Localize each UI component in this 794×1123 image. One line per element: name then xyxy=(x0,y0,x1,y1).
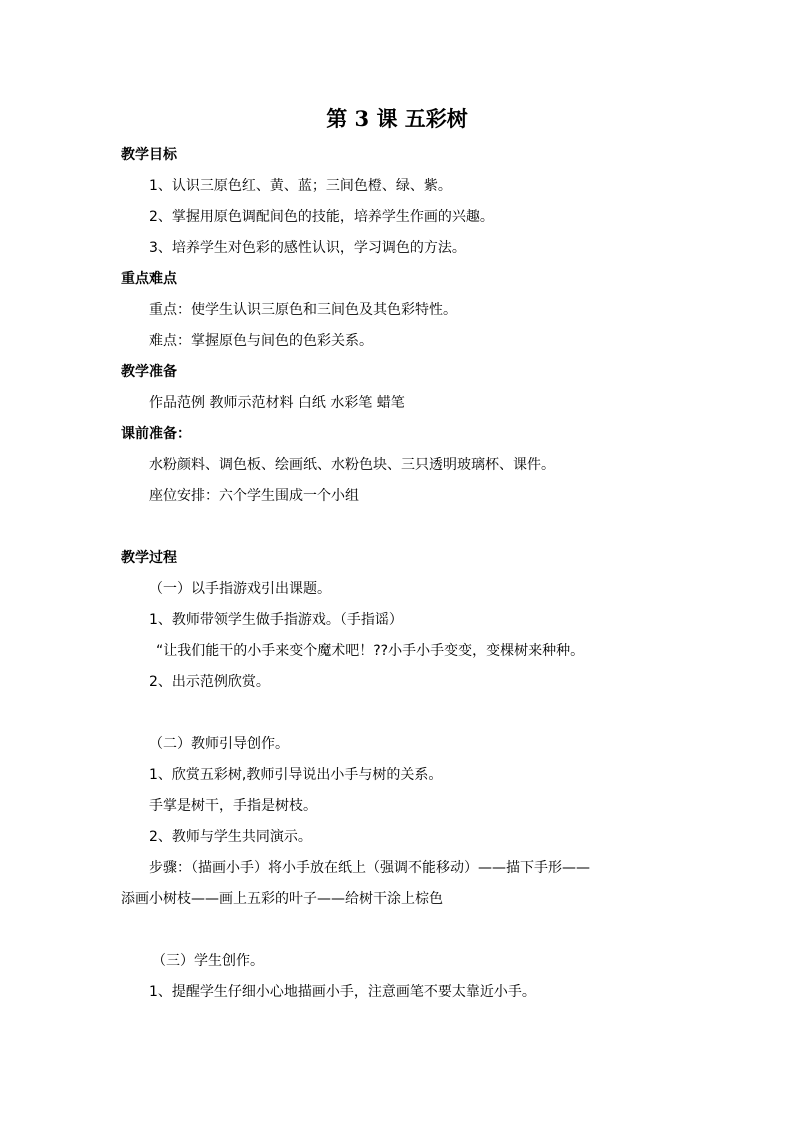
process-heading: 教学过程 xyxy=(121,550,177,566)
objective-item: 3、培养学生对色彩的感性认识，学习调色的方法。 xyxy=(149,240,466,256)
process-part2-item: 1、欣赏五彩树,教师引导说出小手与树的关系。 xyxy=(149,767,443,783)
process-part2-title: （二）教师引导创作。 xyxy=(149,736,289,752)
process-part2-item: 2、教师与学生共同演示。 xyxy=(149,829,312,845)
objective-item: 2、掌握用原色调配间色的技能，培养学生作画的兴趣。 xyxy=(149,209,494,225)
pre-class-prep-heading: 课前准备： xyxy=(121,426,191,442)
process-part2-item: 手掌是树干，手指是树枝。 xyxy=(149,798,317,814)
teaching-prep-item: 作品范例 教师示范材料 白纸 水彩笔 蜡笔 xyxy=(149,395,405,411)
objective-item: 1、认识三原色红、黄、蓝；三间色橙、绿、紫。 xyxy=(149,178,452,194)
pre-class-prep-item: 水粉颜料、调色板、绘画纸、水粉色块、三只透明玻璃杯、课件。 xyxy=(149,457,555,473)
process-part2-steps: 步骤：（描画小手）将小手放在纸上（强调不能移动）——描下手形—— xyxy=(149,860,590,876)
process-part1-title: （一）以手指游戏引出课题。 xyxy=(149,581,331,597)
process-part1-quote: “让我们能干的小手来变个魔术吧！??小手小手变变，变棵树来种种。 xyxy=(156,643,585,659)
pre-class-prep-item: 座位安排：六个学生围成一个小组 xyxy=(149,488,359,504)
objectives-heading: 教学目标 xyxy=(121,147,177,163)
key-point-item: 难点：掌握原色与间色的色彩关系。 xyxy=(149,333,373,349)
teaching-prep-heading: 教学准备 xyxy=(121,364,177,380)
process-part3-item: 1、提醒学生仔细小心地描画小手，注意画笔不要太靠近小手。 xyxy=(149,984,536,1000)
process-part1-item: 1、教师带领学生做手指游戏。（手指谣） xyxy=(149,612,403,628)
key-points-heading: 重点难点 xyxy=(121,271,177,287)
key-point-item: 重点：使学生认识三原色和三间色及其色彩特性。 xyxy=(149,302,457,318)
process-part1-item: 2、出示范例欣赏。 xyxy=(149,674,270,690)
process-part2-steps-cont: 添画小树枝——画上五彩的叶子——给树干涂上棕色 xyxy=(121,891,443,907)
process-part3-title: （三）学生创作。 xyxy=(152,953,264,969)
page-title: 第 3 课 五彩树 xyxy=(326,106,468,131)
